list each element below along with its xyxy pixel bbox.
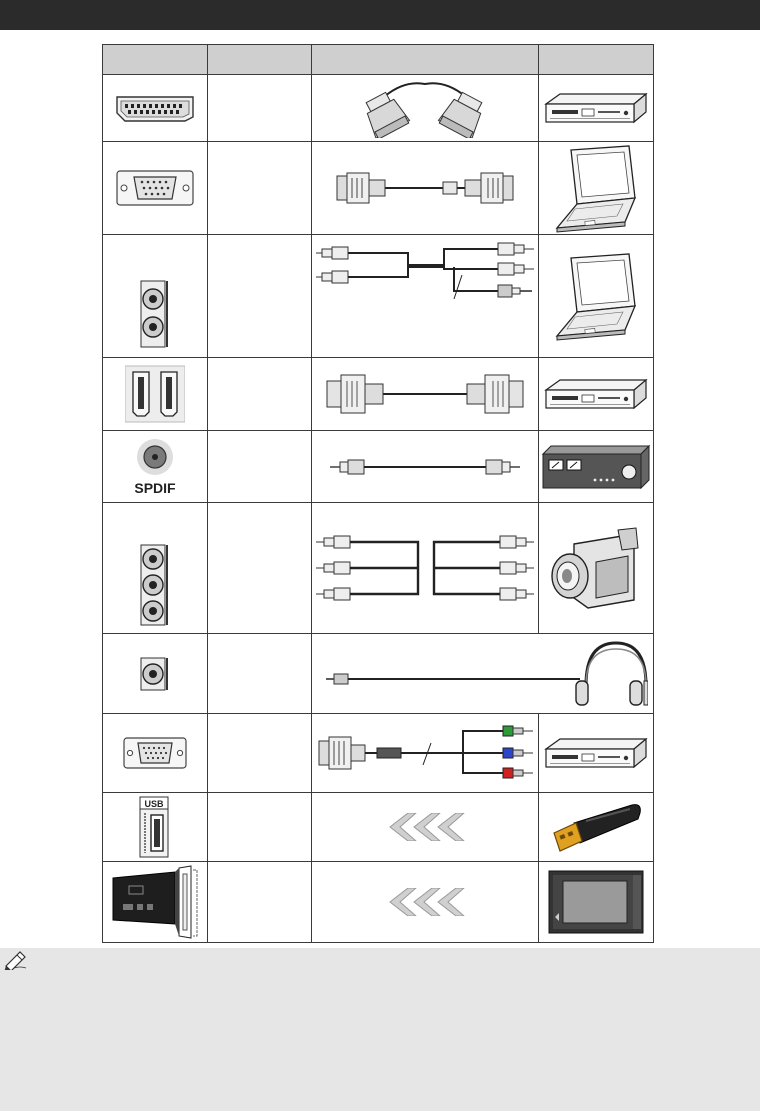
dvd-recorder-icon: [542, 90, 650, 126]
type-cell: [208, 714, 312, 793]
vga-to-component-cable-icon: [313, 725, 537, 781]
type-cell: [208, 358, 312, 431]
laptop-icon: [551, 142, 641, 234]
ypbpr-socket-icon: [123, 737, 187, 769]
table-row: [103, 358, 654, 431]
cable-cell: [312, 862, 539, 943]
vga-cable-icon: [325, 168, 525, 208]
device-cell: [539, 862, 654, 943]
insert-arrows-icon: [380, 813, 470, 841]
table-row: [103, 862, 654, 943]
usb-socket-icon: [138, 795, 172, 859]
port-cell: [103, 503, 208, 634]
device-cell: [539, 793, 654, 862]
device-cell: [539, 431, 654, 503]
headphones-icon: [576, 643, 648, 705]
type-cell: [208, 503, 312, 634]
port-cell: [103, 793, 208, 862]
table-row: [103, 503, 654, 634]
insert-arrows-icon: [380, 888, 470, 916]
header-cell-device: [539, 45, 654, 75]
cable-cell: [312, 634, 654, 714]
header-cell-connection-type: [208, 45, 312, 75]
device-cell: [539, 235, 654, 358]
usb-stick-icon: [546, 799, 646, 855]
page-header-bar: [0, 0, 760, 30]
type-cell: [208, 142, 312, 235]
laptop-icon: [551, 250, 641, 342]
pencil-note-icon: [2, 950, 28, 970]
type-cell: [208, 634, 312, 714]
cable-cell: [312, 793, 539, 862]
av-jack-trio-icon: [137, 543, 173, 627]
cable-cell: [312, 235, 539, 358]
camcorder-icon: [548, 522, 644, 614]
type-cell: [208, 431, 312, 503]
port-cell: [103, 634, 208, 714]
table-row: [103, 714, 654, 793]
port-cell: [103, 358, 208, 431]
type-cell: [208, 75, 312, 142]
cable-cell: [312, 358, 539, 431]
cable-cell: [312, 431, 539, 503]
table-header-row: [103, 45, 654, 75]
connection-table: [102, 44, 654, 943]
table-row: [103, 75, 654, 142]
table-row: [103, 235, 654, 358]
port-cell: [103, 714, 208, 793]
dvd-recorder-icon: [542, 735, 650, 771]
table-row: [103, 142, 654, 235]
scart-cable-icon: [345, 78, 505, 138]
device-cell: [539, 358, 654, 431]
scart-socket-icon: [115, 93, 195, 123]
port-cell: [103, 862, 208, 943]
device-cell: [539, 75, 654, 142]
type-cell: [208, 862, 312, 943]
note-panel: [0, 948, 760, 1111]
hdmi-socket-icon: [125, 364, 185, 424]
usb-label: USB: [144, 799, 164, 809]
port-cell: [103, 431, 208, 503]
table-row: [103, 793, 654, 862]
ci-module-icon: [547, 869, 645, 935]
port-cell: [103, 75, 208, 142]
audio-jack-pair-icon: [137, 279, 173, 349]
table-row: [103, 634, 654, 714]
cable-cell: [312, 142, 539, 235]
device-cell: [539, 142, 654, 235]
ci-slot-icon: [109, 864, 201, 940]
audio-amplifier-icon: [541, 444, 651, 490]
port-cell: [103, 235, 208, 358]
coaxial-cable-icon: [330, 456, 520, 478]
cable-cell: [312, 714, 539, 793]
headphone-jack-icon: [137, 656, 173, 692]
spdif-socket-icon: [115, 437, 195, 497]
device-cell: [539, 714, 654, 793]
port-cell: [103, 142, 208, 235]
header-cell-cable: [312, 45, 539, 75]
rca-to-minijack-cable-icon: [314, 241, 536, 303]
rca-triple-cable-icon: [314, 528, 536, 608]
type-cell: [208, 793, 312, 862]
spdif-label: SPDIF: [134, 479, 176, 496]
cable-cell: [312, 75, 539, 142]
type-cell: [208, 235, 312, 358]
cable-cell: [312, 503, 539, 634]
headphone-cable-icon: [318, 639, 648, 709]
hdmi-cable-icon: [323, 371, 527, 417]
dvd-recorder-icon: [542, 376, 650, 412]
vga-socket-icon: [116, 170, 194, 206]
header-cell-socket: [103, 45, 208, 75]
device-cell: [539, 503, 654, 634]
table-row: [103, 431, 654, 503]
